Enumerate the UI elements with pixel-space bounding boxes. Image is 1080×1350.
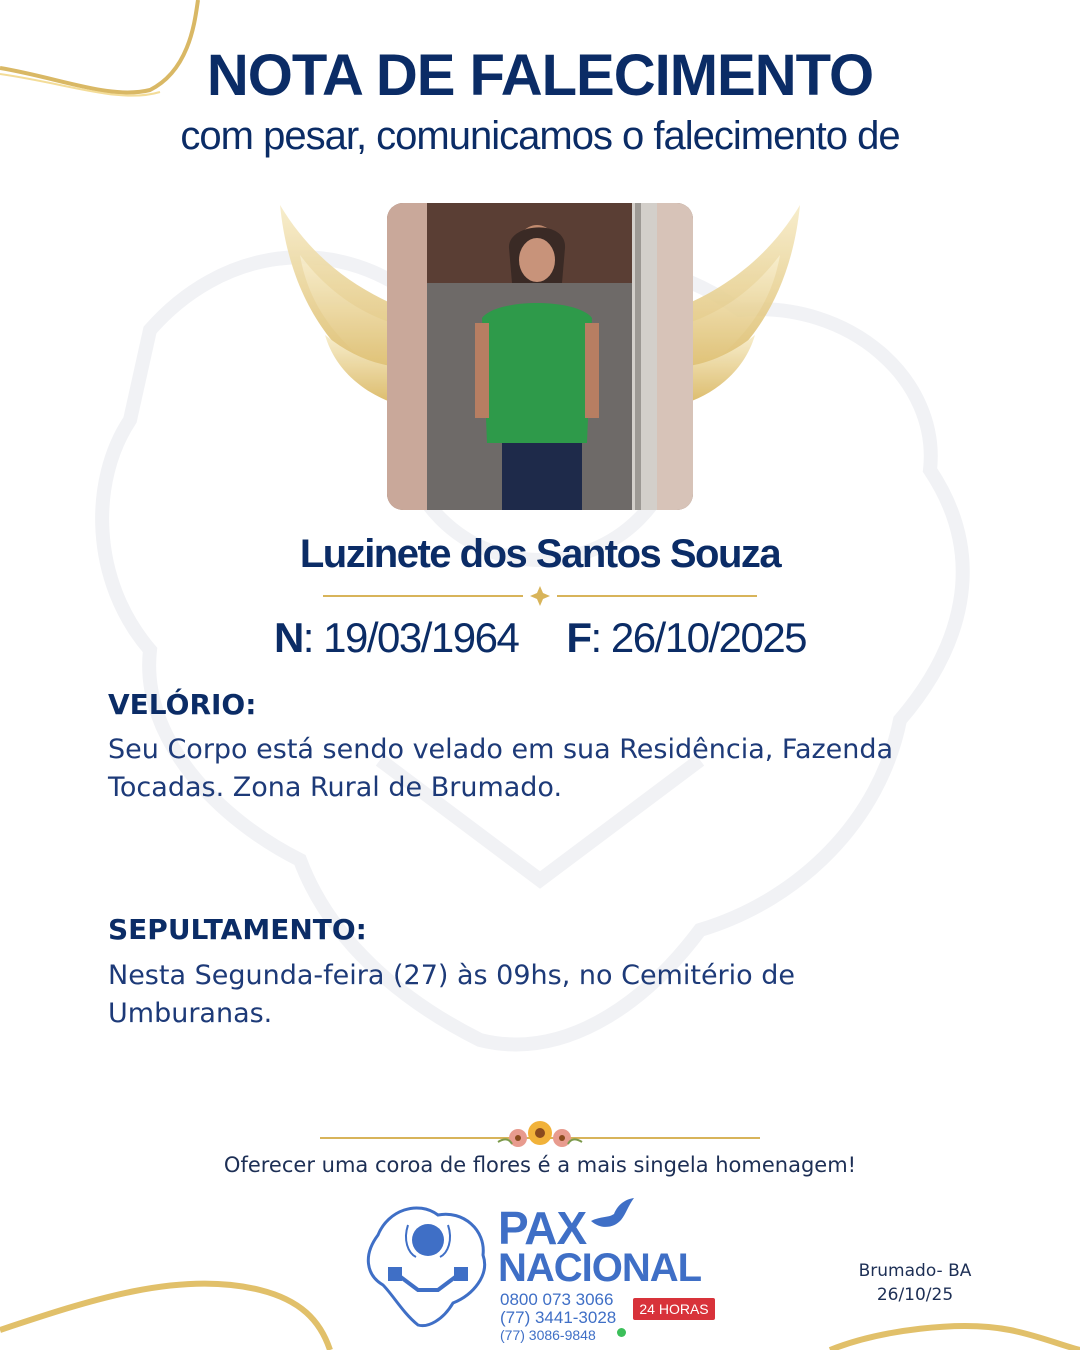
velorio-heading: VELÓRIO: [108,688,257,721]
deceased-photo [387,203,693,510]
phone-landline: (77) 3441-3028 [500,1308,617,1327]
phone-whatsapp: (77) 3086-9848 [500,1327,596,1343]
location-date-value: 26/10/25 [876,1285,954,1305]
flower-divider [320,1108,760,1156]
birth-date: : 19/03/1964 [302,614,519,661]
portrait-illustration [387,203,693,510]
dove-icon [586,1196,636,1236]
deceased-name: Luzinete dos Santos Souza [299,532,781,576]
death-date: : 26/10/2025 [590,614,807,661]
gold-swoosh-bottom-right [830,1326,1080,1350]
brand-name-line2: NACIONAL [498,1246,702,1290]
sepultamento-text: Nesta Segunda-feira (27) às 09hs, no Cemitério de Umburanas. [108,960,796,1029]
phone-tollfree: 0800 073 3066 [500,1290,614,1309]
life-dates [0,614,1080,662]
sepultamento-heading: SEPULTAMENTO: [108,913,367,946]
death-label: F [566,614,591,661]
location-city: Brumado- BA [858,1261,972,1281]
page-title: NOTA DE FALECIMENTO [206,43,874,108]
star-icon [530,586,550,606]
gold-swoosh-bottom-left [0,1284,330,1350]
flower-icon [498,1121,582,1147]
24h-badge: 24 HORAS [633,1298,715,1320]
birth-label: N [273,614,303,661]
whatsapp-icon [617,1328,626,1337]
tribute-text: Oferecer uma coroa de flores é a mais singela homenagem! [223,1153,857,1177]
location-date [840,1259,990,1307]
page-subtitle: com pesar, comunicamos o falecimento de [180,114,900,158]
brazil-map-handshake-logo-icon [358,1195,494,1330]
brand-name-line1: PAX [498,1202,587,1254]
gold-divider [323,585,757,607]
velorio-text: Seu Corpo está sendo velado em sua Residência, Fazenda Tocadas. Zona Rural de Brumado. [108,734,894,803]
